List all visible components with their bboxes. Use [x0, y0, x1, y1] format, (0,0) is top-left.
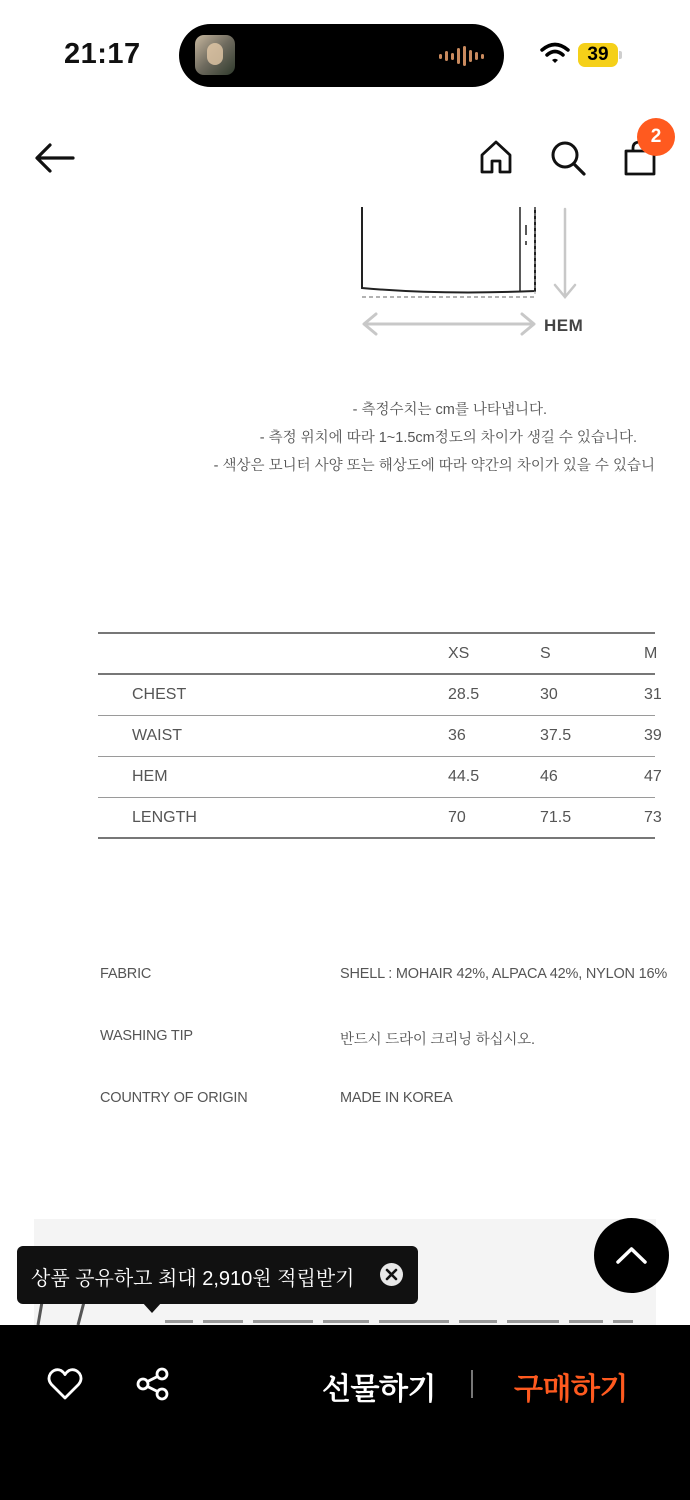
table-cell-measure: WAIST: [132, 727, 183, 744]
table-cell-measure: CHEST: [132, 686, 187, 703]
table-cell: 46: [540, 768, 558, 785]
table-cell: 37.5: [540, 727, 572, 744]
wifi-icon: [540, 42, 570, 64]
status-time: 21:17: [64, 38, 141, 70]
table-header-cell: S: [540, 645, 551, 662]
table-cell: 39: [644, 727, 662, 744]
note-line: - 측정수치는 cm를 나타냅니다.: [352, 402, 547, 418]
table-cell: 71.5: [540, 809, 572, 826]
info-value: 반드시 드라이 크리닝 하십시오.: [340, 1032, 535, 1048]
table-header-row: [98, 632, 658, 675]
info-row-washing-tip: [100, 1026, 655, 1088]
back-arrow-icon[interactable]: [34, 142, 76, 174]
panel-text-preview: [165, 1318, 655, 1325]
table-cell: 47: [644, 768, 662, 785]
info-label: COUNTRY OF ORIGIN: [100, 1090, 248, 1106]
info-value: MADE IN KOREA: [340, 1090, 453, 1106]
info-value: SHELL : MOHAIR 42%, ALPACA 42%, NYLON 16%: [340, 966, 668, 982]
search-icon[interactable]: [549, 139, 587, 177]
table-cell: 28.5: [448, 686, 480, 703]
table-row: [98, 757, 662, 798]
table-header-cell: M: [644, 645, 658, 662]
note-line: - 측정 위치에 따라 1~1.5cm정도의 차이가 생길 수 있습니다.: [259, 430, 637, 446]
chevron-up-icon: [594, 1218, 669, 1293]
scroll-top-button[interactable]: [594, 1218, 669, 1293]
heart-icon[interactable]: [47, 1367, 83, 1401]
table-cell-measure: LENGTH: [132, 809, 197, 826]
table-row: [98, 675, 662, 716]
measurement-notes: [0, 396, 655, 480]
home-icon[interactable]: [478, 139, 514, 175]
battery-level: 39: [587, 44, 609, 65]
table-cell: 30: [540, 686, 558, 703]
panel-image-edge: [34, 1302, 94, 1325]
diagram-hem-label: HEM: [544, 316, 584, 335]
info-label: FABRIC: [100, 966, 152, 982]
tooltip-arrow: [142, 1302, 162, 1313]
bottom-action-bar: [0, 1325, 690, 1500]
table-cell-measure: HEM: [132, 768, 168, 785]
table-cell: 73: [644, 809, 662, 826]
product-info: [100, 964, 668, 1150]
dynamic-island[interactable]: [179, 24, 504, 87]
battery-icon: [578, 43, 622, 67]
tooltip-text: 상품 공유하고 최대 2,910원 적립받기: [31, 1268, 355, 1290]
cart-count-badge: 2: [637, 118, 675, 156]
bar-divider: [471, 1370, 473, 1398]
status-bar: [0, 0, 690, 100]
table-cell: 44.5: [448, 768, 480, 785]
island-thumbnail-icon: [195, 35, 235, 75]
close-circle-icon[interactable]: [380, 1263, 403, 1286]
audio-wave-icon: [439, 46, 484, 66]
size-table: [98, 632, 662, 839]
info-row-origin: [100, 1088, 655, 1150]
note-line: - 색상은 모니터 사양 또는 해상도에 따라 약간의 차이가 있을 수 있습니: [213, 458, 655, 474]
table-cell: 36: [448, 727, 466, 744]
buy-button[interactable]: 구매하기: [514, 1373, 628, 1406]
table-cell: 70: [448, 809, 466, 826]
info-label: WASHING TIP: [100, 1028, 193, 1044]
share-icon[interactable]: [135, 1366, 171, 1402]
table-cell: 31: [644, 686, 662, 703]
info-row-fabric: [100, 964, 668, 1026]
table-row: [98, 716, 662, 757]
gift-button[interactable]: 선물하기: [322, 1373, 436, 1406]
table-header-cell: XS: [448, 645, 470, 662]
table-row: [98, 798, 662, 839]
